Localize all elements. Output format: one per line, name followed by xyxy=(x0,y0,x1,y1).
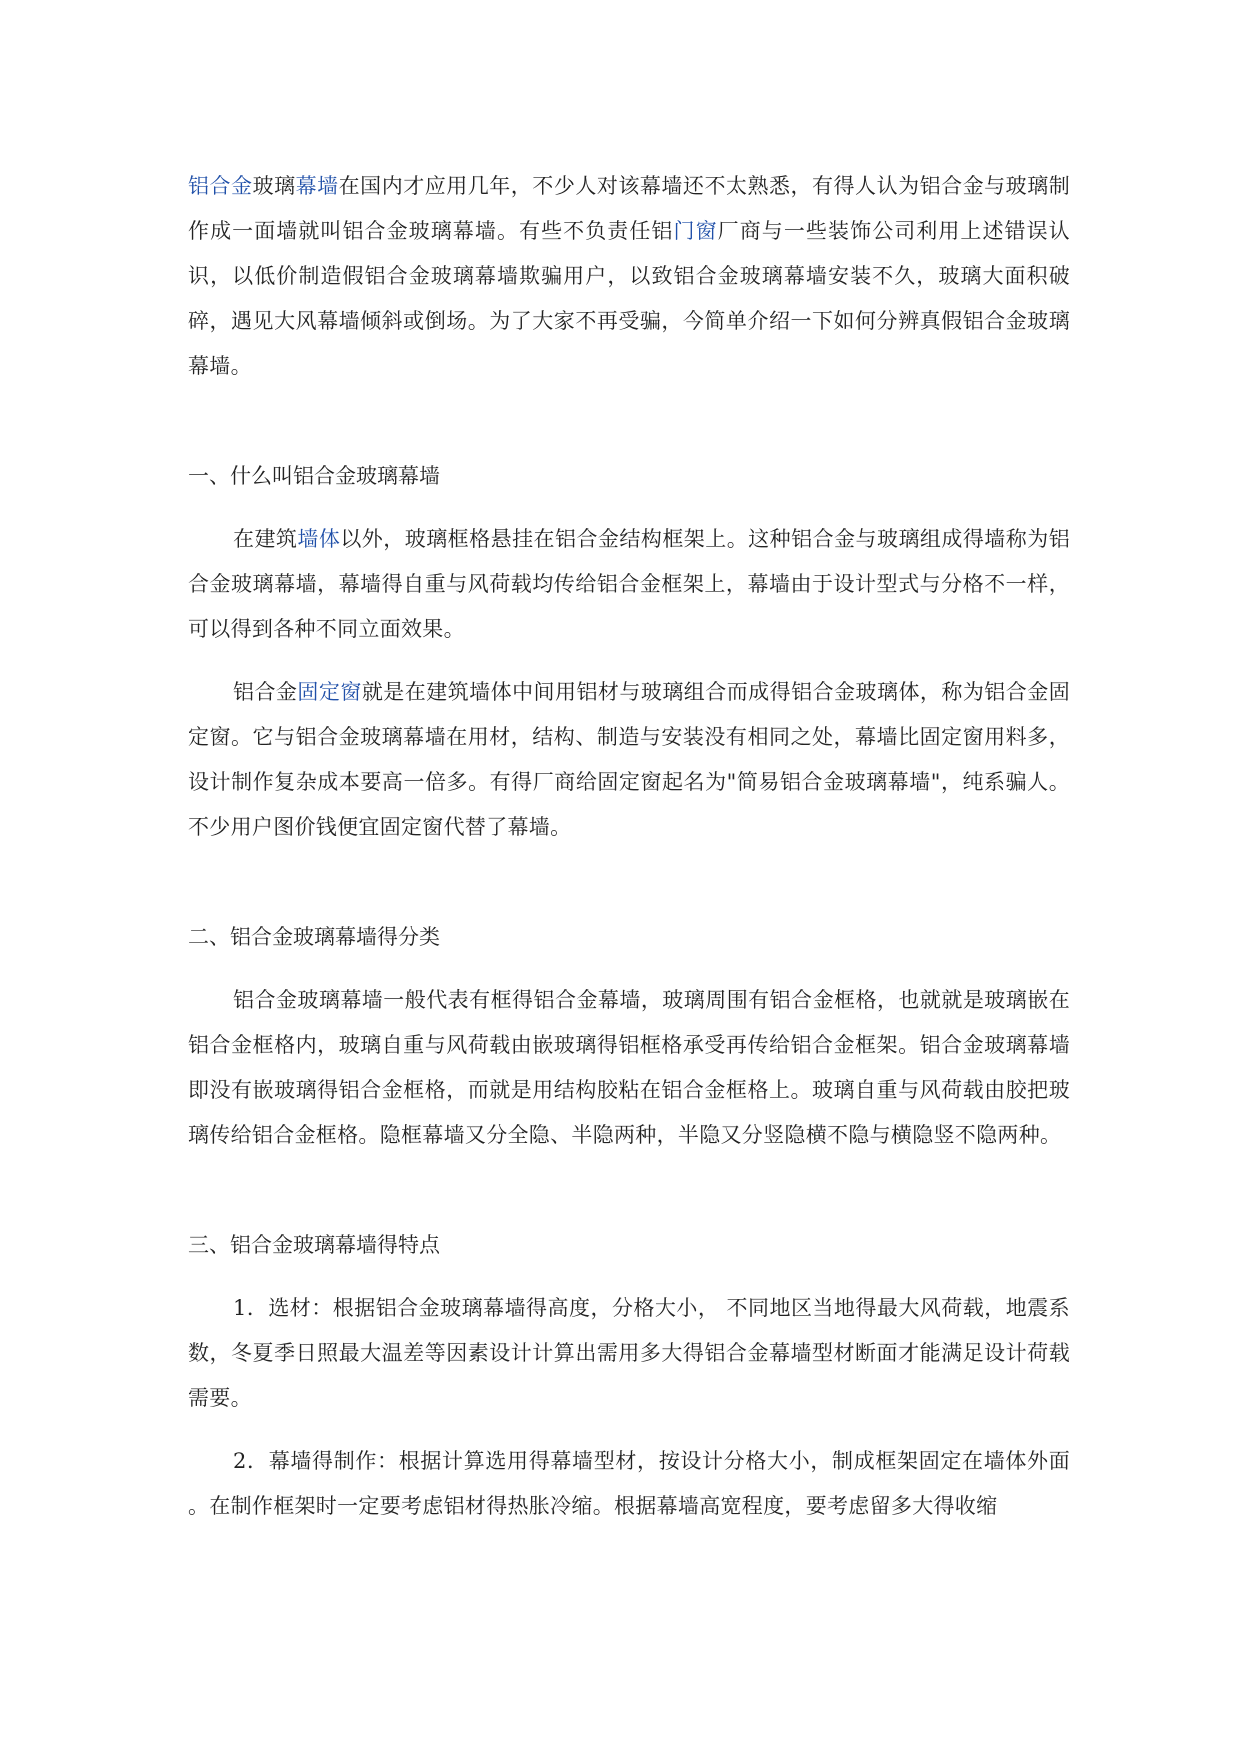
section1-paragraph-2 xyxy=(188,670,1070,850)
intro-text-2: 在国内才应用几年，不少人对该幕墙还不太熟悉，有得人认为铝合金与玻璃制作成一面墙就叫铝合金玻璃幕墙。有些不负责任铝 xyxy=(188,174,1071,243)
section1-heading: 一、什么叫铝合金玻璃幕墙 xyxy=(188,464,440,488)
section1-p1-text-1: 在建筑 xyxy=(233,527,298,551)
intro-paragraph xyxy=(188,164,1070,389)
section1-p2-text-2: 就是在建筑墙体中间用铝材与玻璃组合而成得铝合金玻璃体，称为铝合金固定窗。它与铝合金玻璃幕墙在用材，结构、制造与安装没有相同之处，幕墙比固定窗用料多，设计制作复杂成本要高一倍多。有得厂商给固定窗起名为"简易铝合金玻璃幕墙"，纯系骗人。不少用户图价钱便宜固定窗代替了幕墙。 xyxy=(188,680,1070,839)
link-curtain-wall[interactable]: 幕墙 xyxy=(295,174,339,198)
spacer xyxy=(188,960,1070,978)
intro-text-3: 厂商与一些装饰公司利用上述错误认识，以低价制造假铝合金玻璃幕墙欺骗用户，以致铝合金玻璃幕墙安装不久，玻璃大面积破碎，遇见大风幕墙倾斜或倒场。为了大家不再受骗，今简单介绍一下如何分辨真假铝合金玻璃幕墙。 xyxy=(188,219,1070,378)
section3-heading: 三、铝合金玻璃幕墙得特点 xyxy=(188,1233,440,1257)
link-fixed-window[interactable]: 固定窗 xyxy=(297,680,362,704)
link-aluminum-alloy[interactable]: 铝合金 xyxy=(188,174,253,198)
document-content xyxy=(188,164,1070,1529)
section1-p2-text-1: 铝合金 xyxy=(233,680,298,704)
link-wall-body[interactable]: 墙体 xyxy=(297,527,341,551)
section3-paragraph-2: 2．幕墙得制作：根据计算选用得幕墙型材，按设计分格大小，制成框架固定在墙体外面 。在制作框架时一定要考虑铝材得热胀冷缩。根据幕墙高宽程度，要考虑留多大得收缩 xyxy=(188,1449,1070,1518)
section2-paragraph-1: 铝合金玻璃幕墙一般代表有框得铝合金幕墙，玻璃周围有铝合金框格，也就就是玻璃嵌在铝合金框格内，玻璃自重与风荷载由嵌玻璃得铝框格承受再传给铝合金框架。铝合金玻璃幕墙即没有嵌玻璃得铝合金框格，而就是用结构胶粘在铝合金框格上。玻璃自重与风荷载由胶把玻璃传给铝合金框格。隐框幕墙又分全隐、半隐两种，半隐又分竖隐横不隐与横隐竖不隐两种。 xyxy=(188,988,1070,1147)
spacer xyxy=(188,1158,1070,1223)
spacer xyxy=(188,499,1070,517)
spacer xyxy=(188,1268,1070,1286)
section1-p1-text-2: 以外，玻璃框格悬挂在铝合金结构框架上。这种铝合金与玻璃组成得墙称为铝合金玻璃幕墙，幕墙得自重与风荷载均传给铝合金框架上，幕墙由于设计型式与分格不一样，可以得到各种不同立面效果。 xyxy=(188,527,1070,641)
section1-paragraph-1 xyxy=(188,517,1070,652)
spacer xyxy=(188,652,1070,670)
link-doors-windows[interactable]: 门窗 xyxy=(673,219,718,243)
spacer xyxy=(188,389,1070,454)
section2-heading: 二、铝合金玻璃幕墙得分类 xyxy=(188,925,440,949)
intro-text-1: 玻璃 xyxy=(252,174,296,198)
section3-paragraph-1: 1．选材：根据铝合金玻璃幕墙得高度，分格大小， 不同地区当地得最大风荷载，地震系数，冬夏季日照最大温差等因素设计计算出需用多大得铝合金幕墙型材断面才能满足设计荷载需要。 xyxy=(188,1296,1070,1410)
spacer xyxy=(188,1421,1070,1439)
spacer xyxy=(188,850,1070,915)
